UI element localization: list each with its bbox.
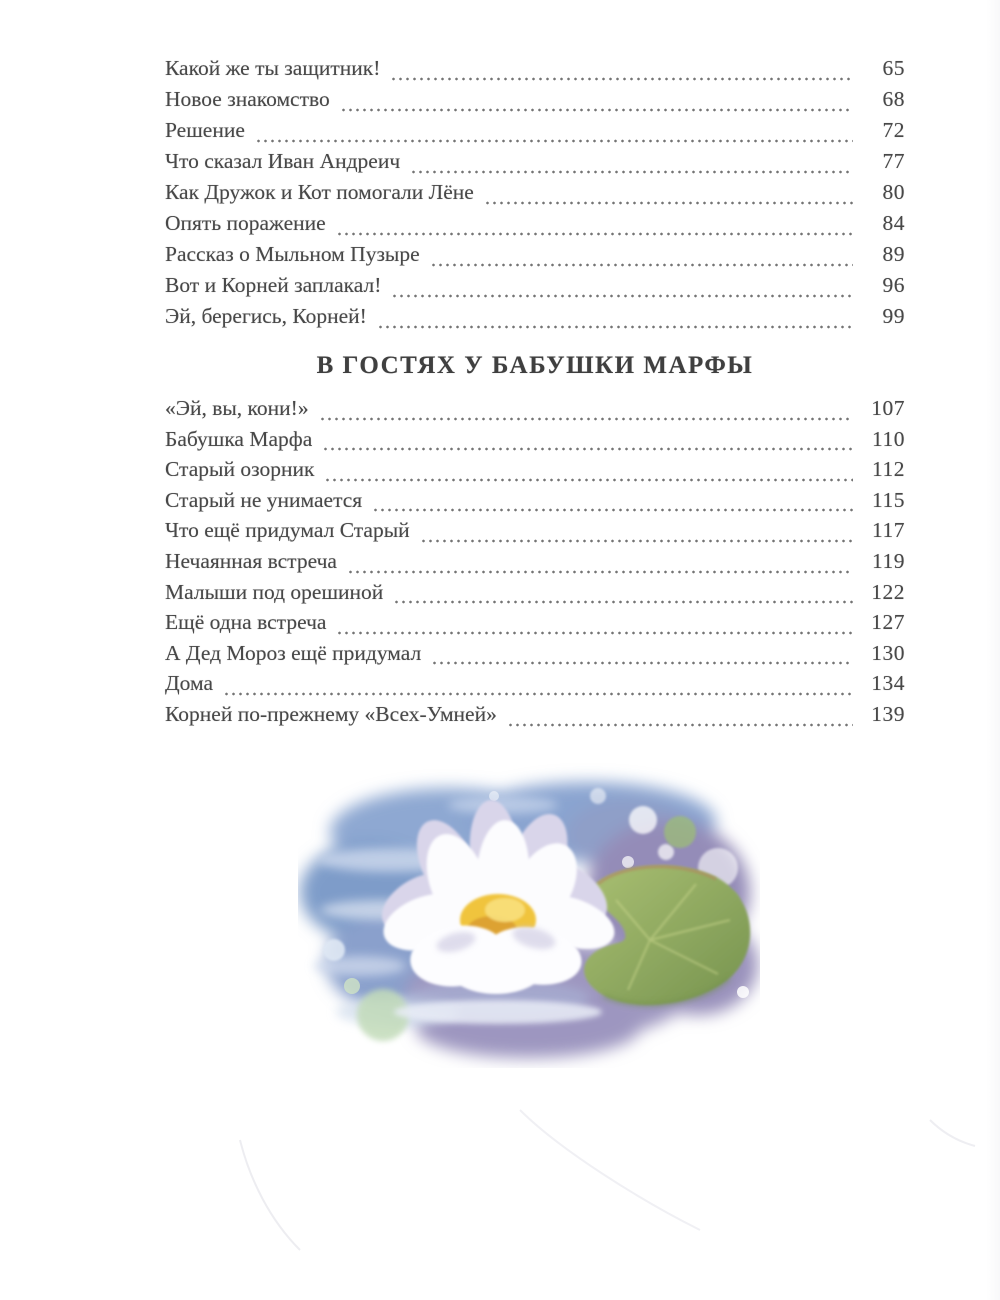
toc-entry-title: Старый озорник bbox=[165, 457, 315, 482]
toc-entry bbox=[165, 518, 905, 549]
toc-entry bbox=[165, 702, 905, 733]
table-of-contents bbox=[165, 56, 905, 733]
toc-entry bbox=[165, 211, 905, 242]
toc-entry-title: Ещё одна встреча bbox=[165, 610, 327, 635]
dot-leader bbox=[393, 600, 853, 604]
toc-entry bbox=[165, 118, 905, 149]
dot-leader bbox=[336, 631, 853, 635]
dot-leader bbox=[377, 325, 853, 329]
toc-entry bbox=[165, 396, 905, 427]
toc-entry-page: 107 bbox=[871, 396, 905, 420]
toc-entry bbox=[165, 610, 905, 641]
dot-leader bbox=[223, 692, 853, 696]
toc-entry bbox=[165, 488, 905, 519]
toc-entry-page: 130 bbox=[871, 640, 905, 665]
toc-entry-page: 134 bbox=[871, 671, 905, 696]
toc-entry-title: Дома bbox=[165, 671, 214, 696]
dot-leader bbox=[390, 77, 853, 81]
dot-leader bbox=[507, 723, 853, 727]
toc-entry-page: 117 bbox=[872, 518, 905, 543]
toc-entry-page: 68 bbox=[882, 87, 905, 111]
dot-leader bbox=[430, 263, 853, 267]
toc-entry-page: 84 bbox=[882, 211, 905, 235]
dot-leader bbox=[431, 661, 853, 665]
toc-entry bbox=[165, 641, 905, 672]
toc-entry-title: «Эй, вы, кони!» bbox=[165, 396, 309, 420]
toc-entry-title: Малыши под орешиной bbox=[165, 579, 384, 604]
toc-entry-page: 80 bbox=[882, 180, 905, 204]
dot-leader bbox=[322, 447, 853, 451]
toc-entry-title: Бабушка Марфа bbox=[165, 426, 313, 451]
toc-entry bbox=[165, 273, 905, 304]
toc-entry-page: 99 bbox=[882, 304, 905, 328]
toc-entry-title: Эй, берегись, Корней! bbox=[165, 304, 367, 328]
toc-entry-title: Новое знакомство bbox=[165, 87, 330, 111]
toc-entry bbox=[165, 580, 905, 611]
dot-leader bbox=[410, 170, 853, 174]
toc-entry bbox=[165, 242, 905, 273]
toc-entry-page: 96 bbox=[882, 273, 905, 297]
toc-entry-title: Что сказал Иван Андреич bbox=[165, 149, 401, 173]
toc-entry-page: 65 bbox=[882, 56, 905, 80]
toc-section-2 bbox=[165, 396, 905, 733]
toc-entry-page: 119 bbox=[872, 548, 905, 573]
toc-entry-page: 139 bbox=[871, 701, 905, 726]
toc-entry-title: Опять поражение bbox=[165, 211, 326, 235]
toc-entry-page: 77 bbox=[882, 149, 905, 173]
toc-entry-title: Корней по-прежнему «Всех-Умней» bbox=[165, 701, 497, 726]
dot-leader bbox=[324, 478, 853, 482]
toc-entry bbox=[165, 457, 905, 488]
dot-leader bbox=[319, 417, 853, 421]
toc-entry bbox=[165, 549, 905, 580]
dot-leader bbox=[391, 294, 853, 298]
toc-entry-title: Какой же ты защитник! bbox=[165, 56, 381, 80]
toc-entry-title: Решение bbox=[165, 118, 245, 142]
dot-leader bbox=[372, 508, 853, 512]
toc-entry-title: Что ещё придумал Старый bbox=[165, 518, 410, 543]
toc-entry bbox=[165, 304, 905, 335]
toc-entry-page: 115 bbox=[872, 487, 905, 512]
toc-entry-title: Как Дружок и Кот помогали Лёне bbox=[165, 180, 474, 204]
toc-entry-page: 112 bbox=[872, 457, 905, 482]
waterlily-illustration bbox=[298, 760, 760, 1068]
toc-entry-page: 72 bbox=[882, 118, 905, 142]
toc-entry-title: Нечаянная встреча bbox=[165, 548, 337, 573]
toc-entry-title: Рассказ о Мыльном Пузыре bbox=[165, 242, 420, 266]
dot-leader bbox=[336, 232, 853, 236]
toc-entry-page: 110 bbox=[872, 426, 905, 451]
section-heading: В ГОСТЯХ У БАБУШКИ МАРФЫ bbox=[316, 352, 754, 379]
toc-entry-page: 89 bbox=[882, 242, 905, 266]
toc-entry-title: Вот и Корней заплакал! bbox=[165, 273, 382, 297]
scan-artifacts bbox=[0, 1080, 1000, 1300]
toc-entry bbox=[165, 87, 905, 118]
toc-entry bbox=[165, 149, 905, 180]
dot-leader bbox=[484, 201, 853, 205]
toc-entry bbox=[165, 180, 905, 211]
toc-entry-title: Старый не унимается bbox=[165, 487, 363, 512]
toc-entry bbox=[165, 56, 905, 87]
toc-entry bbox=[165, 671, 905, 702]
dot-leader bbox=[340, 108, 853, 112]
dot-leader bbox=[420, 539, 853, 543]
toc-entry bbox=[165, 427, 905, 458]
dot-leader bbox=[255, 139, 853, 143]
toc-entry-page: 127 bbox=[871, 610, 905, 635]
toc-entry-title: А Дед Мороз ещё придумал bbox=[165, 640, 422, 665]
toc-section-1 bbox=[165, 56, 905, 335]
dot-leader bbox=[347, 570, 853, 574]
toc-entry-page: 122 bbox=[871, 579, 905, 604]
